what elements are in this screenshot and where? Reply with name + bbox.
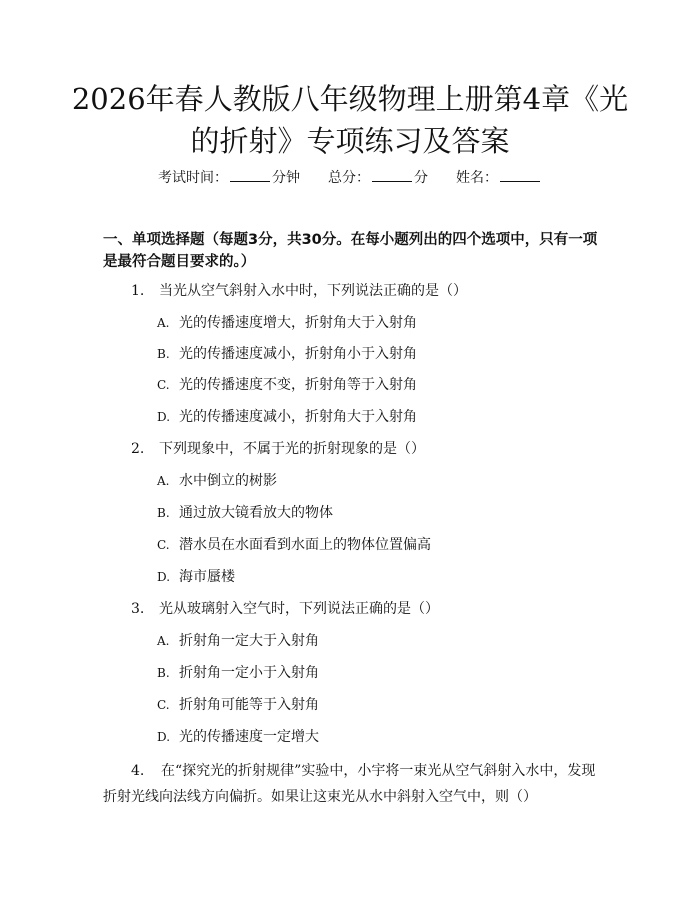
document-title: 2026年春人教版八年级物理上册第4章《光的折射》专项练习及答案	[71, 82, 629, 158]
option-text: 光的传播速度不变，折射角等于入射角	[179, 377, 417, 393]
total-score-field	[328, 170, 428, 186]
option-letter: A.	[157, 634, 170, 648]
question-3-option-c	[157, 695, 319, 715]
exam-time-blank	[230, 169, 270, 182]
question-number: 3.	[131, 601, 145, 617]
option-letter: A.	[157, 474, 170, 488]
question-4	[103, 758, 603, 810]
question-1-option-d	[157, 407, 417, 427]
question-2-option-a	[157, 471, 277, 491]
total-score-unit: 分	[414, 170, 428, 186]
question-number: 1.	[131, 283, 145, 299]
exam-info-line	[0, 168, 700, 188]
option-letter: D.	[157, 410, 171, 424]
option-text: 光的传播速度一定增大	[179, 729, 319, 745]
option-letter: A.	[157, 316, 170, 330]
exam-time-label: 考试时间：	[158, 170, 228, 186]
question-2-option-d	[157, 567, 235, 587]
option-letter: B.	[157, 666, 170, 680]
section-heading: 一、单项选择题（每题3分，共30分。在每小题列出的四个选项中，只有一项是最符合题目要求的。）	[103, 232, 598, 270]
question-3-option-d	[157, 727, 319, 747]
name-field	[456, 170, 542, 186]
option-letter: C.	[157, 538, 170, 552]
name-blank	[500, 169, 540, 182]
option-text: 光的传播速度增大，折射角大于入射角	[179, 315, 417, 331]
exam-time-field	[158, 170, 300, 186]
option-text: 潜水员在水面看到水面上的物体位置偏高	[179, 537, 431, 553]
total-score-blank	[372, 169, 412, 182]
question-2-option-c	[157, 535, 431, 555]
question-number: 4.	[131, 763, 145, 779]
question-1-option-c	[157, 375, 417, 395]
option-text: 折射角一定小于入射角	[179, 665, 319, 681]
question-number: 2.	[131, 441, 145, 457]
option-letter: D.	[157, 570, 171, 584]
question-3	[131, 599, 439, 619]
name-label: 姓名：	[456, 170, 498, 186]
option-letter: D.	[157, 730, 171, 744]
question-1-option-a	[157, 313, 417, 333]
option-text: 水中倒立的树影	[179, 473, 277, 489]
question-1-option-b	[157, 344, 417, 364]
question-3-option-b	[157, 663, 319, 683]
option-letter: C.	[157, 378, 170, 392]
question-text: 下列现象中，不属于光的折射现象的是（）	[159, 441, 425, 457]
exam-time-unit: 分钟	[272, 170, 300, 186]
question-text: 光从玻璃射入空气时，下列说法正确的是（）	[159, 601, 439, 617]
total-score-label: 总分：	[328, 170, 370, 186]
option-text: 通过放大镜看放大的物体	[179, 505, 333, 521]
question-text: 当光从空气斜射入水中时，下列说法正确的是（）	[159, 283, 467, 299]
option-letter: B.	[157, 506, 170, 520]
option-text: 折射角一定大于入射角	[179, 633, 319, 649]
question-2-option-b	[157, 503, 333, 523]
question-3-option-a	[157, 631, 319, 651]
question-1	[131, 281, 467, 301]
option-text: 海市蜃楼	[179, 569, 235, 585]
option-text: 光的传播速度减小，折射角大于入射角	[179, 409, 417, 425]
option-letter: B.	[157, 347, 170, 361]
question-text: 在“探究光的折射规律”实验中，小宇将一束光从空气斜射入水中，发现折射光线向法线方向偏折。如果让这束光从水中斜射入空气中，则（）	[103, 763, 596, 805]
option-text: 折射角可能等于入射角	[179, 697, 319, 713]
question-2	[131, 439, 425, 459]
option-letter: C.	[157, 698, 170, 712]
option-text: 光的传播速度减小，折射角小于入射角	[179, 346, 417, 362]
